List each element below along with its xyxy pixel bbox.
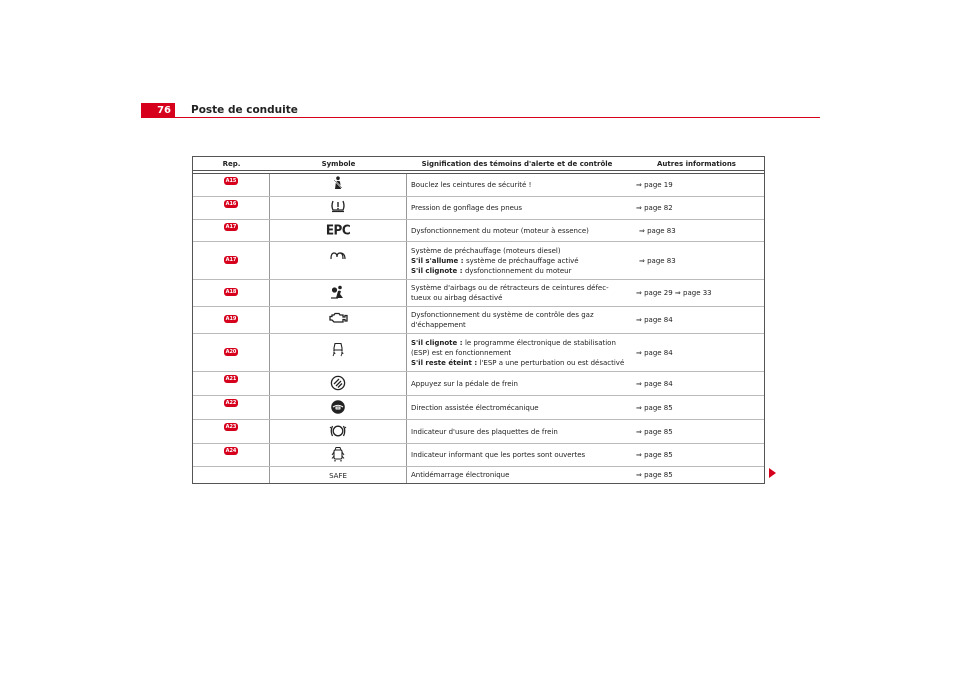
meaning-text: Indicateur informant que les portes sont ouvertes bbox=[411, 451, 586, 459]
meaning-text: d'échappement bbox=[411, 321, 466, 329]
meaning-text: Appuyez sur la pédale de frein bbox=[411, 379, 518, 388]
meaning-label: S'il clignote : bbox=[411, 338, 465, 347]
column-header-symbol: Symbole bbox=[321, 159, 356, 168]
rep-badge: A23 bbox=[225, 424, 237, 430]
rep-badge: A15 bbox=[225, 178, 237, 184]
meaning-text: Pression de gonflage des pneus bbox=[411, 204, 523, 212]
info-cell: ⇒ page 19 bbox=[636, 181, 673, 189]
meaning-label: S'il reste éteint : bbox=[411, 358, 480, 367]
meaning-text: le programme électronique de stabilisation bbox=[464, 338, 616, 347]
glow-plug-icon bbox=[330, 251, 346, 261]
seatbelt-icon bbox=[331, 176, 345, 190]
info-cell: ⇒ page 85 bbox=[636, 403, 673, 412]
running-header: Poste de conduite bbox=[191, 104, 298, 116]
meaning-cell bbox=[407, 174, 627, 196]
meaning-text: Dysfonctionnement du système de contrôle des gaz bbox=[411, 311, 594, 319]
info-cell: ⇒ page 29 ⇒ page 33 bbox=[636, 289, 712, 297]
esp-icon bbox=[331, 341, 345, 357]
rep-badge: A24 bbox=[225, 448, 237, 454]
safe-symbol: SAFE bbox=[329, 472, 347, 480]
meaning-text: (ESP) est en fonctionnement bbox=[411, 348, 512, 357]
rep-badge: A17 bbox=[225, 224, 237, 230]
info-cell: ⇒ page 84 bbox=[636, 316, 673, 324]
info-cell: ⇒ page 83 bbox=[639, 226, 676, 235]
info-cell: ⇒ page 83 bbox=[639, 256, 676, 265]
table-row bbox=[193, 242, 764, 280]
steering-icon bbox=[330, 399, 346, 415]
warning-lights-table bbox=[192, 156, 765, 484]
meaning-cell bbox=[407, 444, 627, 466]
meaning-text: Système de préchauffage (moteurs diesel) bbox=[411, 246, 561, 255]
meaning-text: système de préchauffage activé bbox=[465, 256, 579, 265]
meaning-cell bbox=[407, 307, 627, 333]
table-row bbox=[193, 420, 764, 444]
table-row bbox=[193, 280, 764, 307]
meaning-text: Système d'airbags ou de rétracteurs de ceintures défec- bbox=[411, 284, 609, 292]
table-row bbox=[193, 174, 764, 197]
meaning-text: tueux ou airbag désactivé bbox=[411, 294, 503, 302]
meaning-cell bbox=[407, 420, 627, 443]
page-number: 76 bbox=[141, 103, 175, 118]
meaning-cell bbox=[407, 197, 627, 219]
info-cell: ⇒ page 84 bbox=[636, 379, 673, 388]
meaning-cell bbox=[407, 334, 627, 371]
meaning-label: S'il clignote : bbox=[411, 266, 465, 275]
rep-badge: A21 bbox=[225, 376, 237, 382]
meaning-cell bbox=[407, 280, 627, 306]
info-cell: ⇒ page 85 bbox=[636, 471, 673, 479]
engine-exhaust-icon bbox=[328, 312, 348, 324]
table-row bbox=[193, 467, 764, 483]
rep-badge: A20 bbox=[225, 349, 237, 355]
column-header-info: Autres informations bbox=[657, 159, 736, 168]
rep-badge: A22 bbox=[225, 400, 237, 406]
meaning-cell bbox=[407, 467, 627, 483]
meaning-cell bbox=[407, 220, 627, 241]
table-row bbox=[193, 307, 764, 334]
meaning-cell bbox=[407, 396, 627, 419]
column-header-rep: Rep. bbox=[222, 159, 241, 168]
table-row bbox=[193, 372, 764, 396]
next-page-arrow-icon bbox=[769, 468, 776, 478]
table-row bbox=[193, 197, 764, 220]
page-number-rule bbox=[141, 117, 175, 118]
meaning-text: Direction assistée électromécanique bbox=[411, 403, 539, 412]
header-rule bbox=[175, 117, 820, 118]
rep-badge: A16 bbox=[225, 201, 237, 207]
brake-pads-icon bbox=[329, 423, 347, 439]
meaning-label: S'il s'allume : bbox=[411, 256, 466, 265]
info-cell: ⇒ page 82 bbox=[636, 204, 673, 212]
meaning-cell bbox=[407, 242, 627, 279]
table-header bbox=[193, 157, 764, 171]
table-row bbox=[193, 220, 764, 242]
info-cell: ⇒ page 84 bbox=[636, 348, 673, 357]
meaning-text: dysfonctionnement du moteur bbox=[464, 266, 572, 275]
rep-cell-empty bbox=[193, 467, 270, 483]
rep-badge: A19 bbox=[225, 316, 237, 322]
brake-pedal-icon bbox=[330, 375, 346, 391]
airbag-icon bbox=[330, 285, 346, 299]
table-row bbox=[193, 444, 764, 467]
table-row bbox=[193, 396, 764, 420]
door-open-icon bbox=[331, 446, 345, 462]
epc-icon: EPC bbox=[325, 222, 351, 238]
tyre-pressure-icon bbox=[330, 199, 346, 213]
rep-badge: A18 bbox=[225, 289, 237, 295]
table-row bbox=[193, 334, 764, 372]
meaning-cell bbox=[407, 372, 627, 395]
meaning-text: Antidémarrage électronique bbox=[411, 471, 510, 479]
meaning-text: Bouclez les ceintures de sécurité ! bbox=[411, 181, 532, 189]
meaning-text: Dysfonctionnement du moteur (moteur à essence) bbox=[411, 226, 589, 235]
info-cell: ⇒ page 85 bbox=[636, 427, 673, 436]
meaning-text: l'ESP a une perturbation ou est désactivé bbox=[479, 358, 625, 367]
meaning-text: Indicateur d'usure des plaquettes de frein bbox=[411, 427, 558, 436]
info-cell: ⇒ page 85 bbox=[636, 451, 673, 459]
column-header-meaning: Signification des témoins d'alerte et de contrôle bbox=[421, 159, 613, 168]
rep-badge: A17 bbox=[225, 257, 237, 263]
